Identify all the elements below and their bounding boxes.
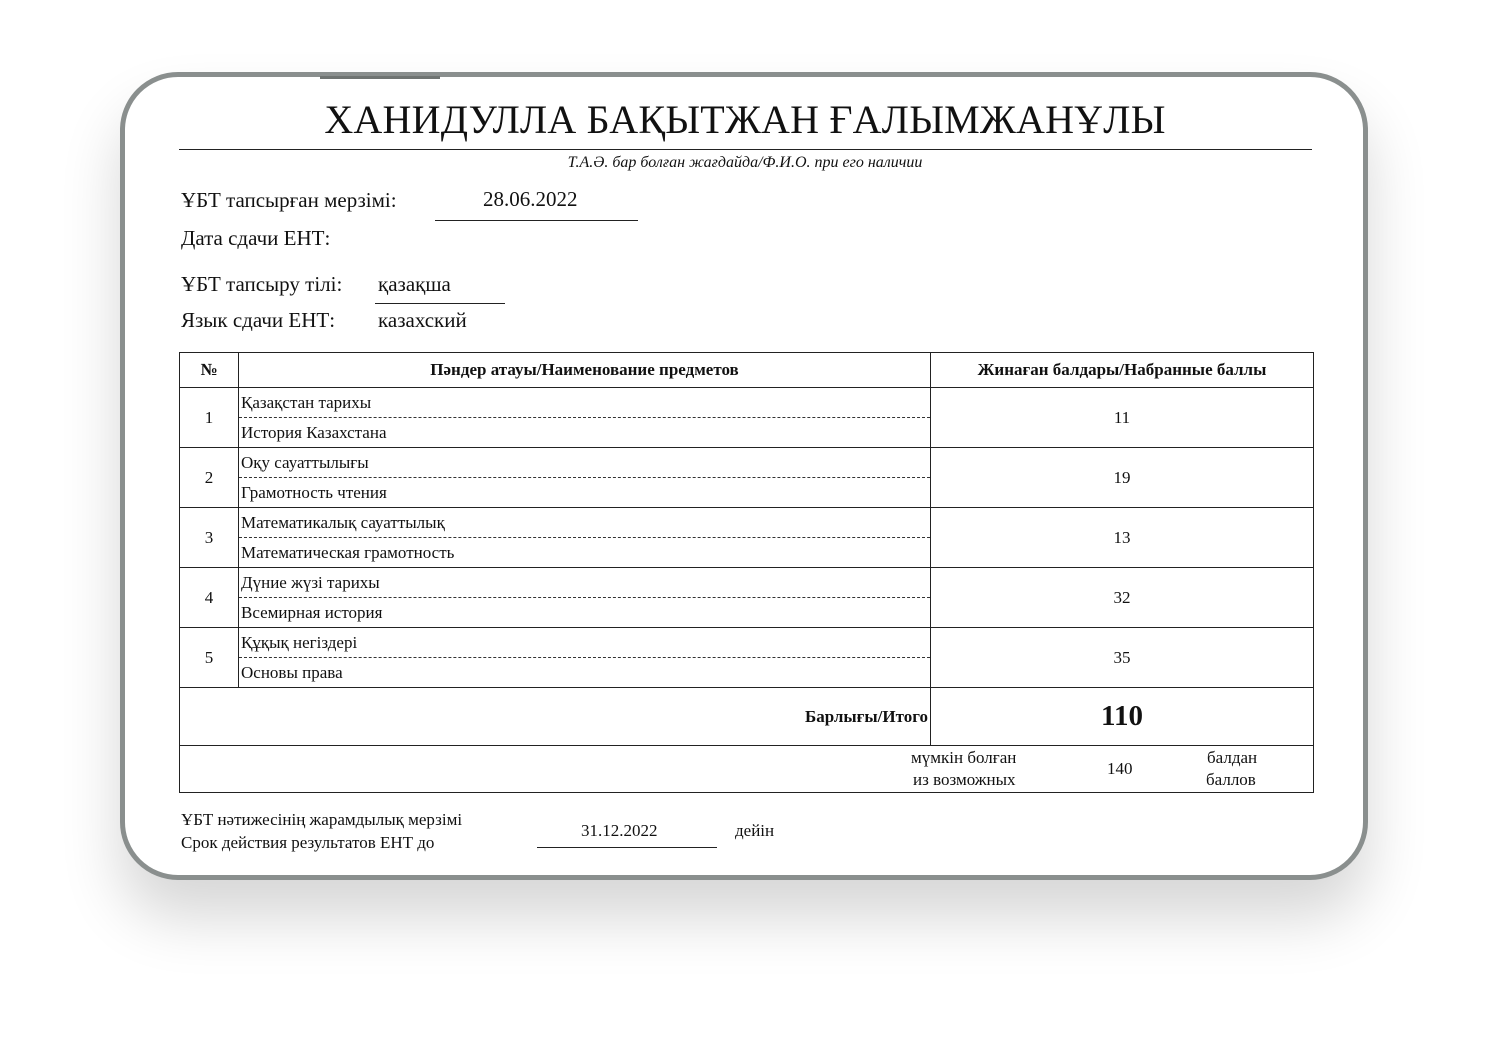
possible-value: 140 — [1107, 759, 1133, 778]
possible-suffix-kz: балдан — [1207, 748, 1258, 767]
subject-name-ru: Основы права — [241, 663, 343, 682]
subject-score: 19 — [931, 448, 1314, 508]
row-number: 5 — [180, 628, 239, 688]
subject-score: 13 — [931, 508, 1314, 568]
header-number: № — [180, 353, 239, 388]
validity-label-kz: ҰБТ нәтижесінің жарамдылық мерзімі — [181, 810, 463, 829]
possible-suffix-ru: баллов — [1206, 770, 1256, 789]
row-number: 3 — [180, 508, 239, 568]
total-value: 110 — [931, 688, 1314, 746]
language-value-kz: қазақша — [378, 272, 451, 296]
top-accent-line — [320, 76, 440, 79]
subject-name-ru: Всемирная история — [241, 603, 383, 622]
table-header-row — [180, 353, 1314, 388]
exam-date-label-kz: ҰБТ тапсырған мерзімі: — [181, 188, 397, 212]
language-label-ru: Язык сдачи ЕНТ: — [181, 308, 336, 332]
possible-row — [180, 746, 1314, 793]
subject-score: 32 — [931, 568, 1314, 628]
language-underline — [375, 303, 505, 304]
subject-score: 11 — [931, 388, 1314, 448]
table-row — [180, 508, 1314, 568]
total-label: Барлығы/Итого — [180, 688, 931, 746]
table-row — [180, 568, 1314, 628]
exam-date-underline — [435, 220, 638, 221]
possible-cell — [180, 746, 1314, 793]
language-label-kz: ҰБТ тапсыру тілі: — [181, 272, 343, 296]
subject-cell — [239, 628, 931, 688]
subject-name-ru: Грамотность чтения — [241, 483, 387, 502]
total-row — [180, 688, 1314, 746]
scores-table — [179, 352, 1314, 793]
row-number: 2 — [180, 448, 239, 508]
validity-suffix: дейін — [735, 821, 775, 840]
exam-date-label-ru: Дата сдачи ЕНТ: — [181, 226, 331, 250]
table-row — [180, 628, 1314, 688]
validity-label-ru: Срок действия результатов ЕНТ до — [181, 833, 435, 852]
subject-name-kz: Қазақстан тарихы — [239, 388, 930, 418]
row-number: 1 — [180, 388, 239, 448]
exam-date-value: 28.06.2022 — [483, 187, 578, 211]
subject-cell — [239, 508, 931, 568]
subject-name-kz: Құқық негіздері — [239, 628, 930, 658]
name-underline — [179, 149, 1312, 150]
subject-name-kz: Оқу сауаттылығы — [239, 448, 930, 478]
subject-name-ru: История Казахстана — [241, 423, 387, 442]
table-row — [180, 388, 1314, 448]
row-number: 4 — [180, 568, 239, 628]
validity-date: 31.12.2022 — [581, 821, 658, 840]
subject-cell — [239, 388, 931, 448]
subject-name-kz: Математикалық сауаттылық — [239, 508, 930, 538]
language-value-ru: казахский — [378, 308, 467, 332]
possible-prefix-kz: мүмкін болған — [911, 748, 1017, 767]
header-subject: Пәндер атауы/Наименование предметов — [239, 353, 931, 388]
header-score: Жинаған балдары/Набранные баллы — [931, 353, 1314, 388]
subject-name-kz: Дүние жүзі тарихы — [239, 568, 930, 598]
full-name: ХАНИДУЛЛА БАҚЫТЖАН ҒАЛЫМЖАНҰЛЫ — [324, 97, 1166, 142]
subject-cell — [239, 448, 931, 508]
possible-prefix-ru: из возможных — [913, 770, 1016, 789]
validity-date-underline — [537, 847, 717, 848]
name-hint: Т.А.Ә. бар болған жағдайда/Ф.И.О. при его наличии — [567, 154, 923, 171]
subject-score: 35 — [931, 628, 1314, 688]
table-row — [180, 448, 1314, 508]
subject-cell — [239, 568, 931, 628]
subject-name-ru: Математическая грамотность — [241, 543, 455, 562]
